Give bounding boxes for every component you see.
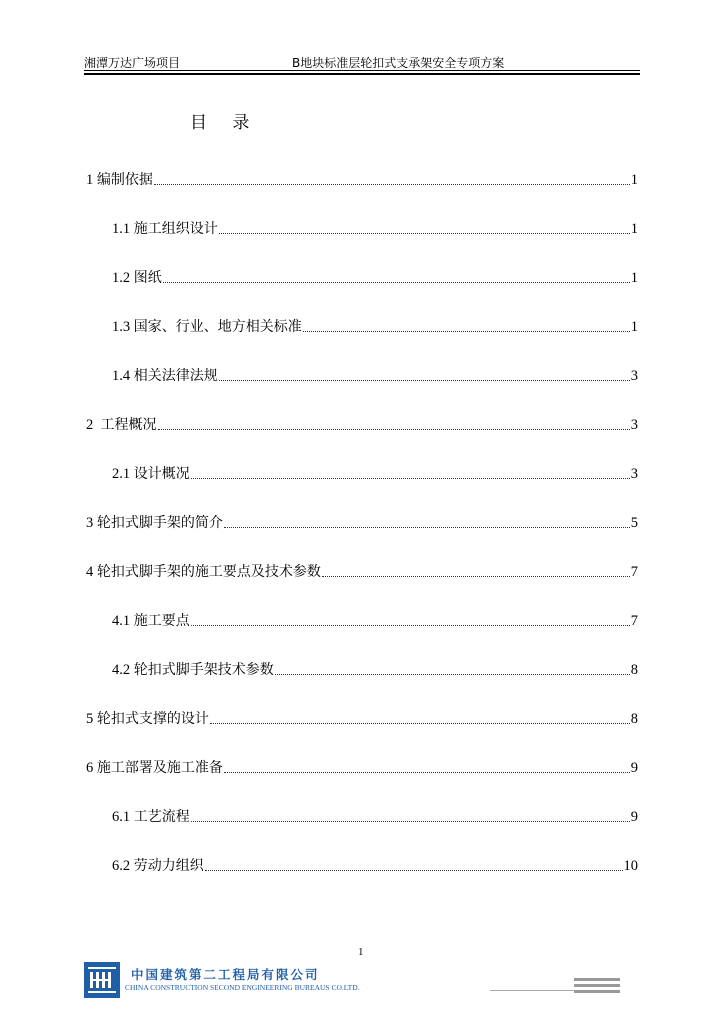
toc-leader-dots [163,281,630,283]
stripe-mark-graphic [574,976,622,996]
header-document-title: B地块标准层轮扣式支承架安全专项方案 [292,56,505,70]
toc-entry-5[interactable] [86,709,638,729]
toc-leader-dots [191,624,630,626]
toc-entry-text: 相关法律法规 [133,368,218,384]
toc-entry-1-1[interactable] [112,219,638,239]
toc-leader-dots [205,869,623,871]
toc-entry-1-2[interactable] [112,268,638,288]
toc-entry-page: 1 [630,172,638,188]
toc-leader-dots [275,673,630,675]
toc-entry-page: 7 [630,564,638,580]
toc-entry-number: 4.2 [112,662,134,678]
toc-entry-6-2[interactable] [112,856,638,876]
toc-entry-number: 2.1 [112,466,134,482]
toc-leader-dots [210,722,630,724]
toc-entry-number: 1.3 [112,319,134,335]
toc-leader-dots [303,330,630,332]
page-header [84,54,636,74]
toc-entry-text: 图纸 [133,270,162,286]
cscec-logo-icon [84,962,120,998]
toc-entry-text: 工程概况 [100,417,157,433]
toc-entry-6[interactable] [86,758,638,778]
toc-entry-text: 轮扣式脚手架的施工要点及技术参数 [96,564,321,580]
toc-entry-number: 4.1 [112,613,134,629]
toc-entry-number: 1.2 [112,270,134,286]
toc-entry-page: 9 [630,809,638,825]
toc-entry-text: 工艺流程 [133,809,190,825]
toc-leader-dots [191,820,630,822]
toc-entry-number: 5 [86,711,97,727]
toc-title: 目 录 [190,113,260,133]
toc-entry-text: 国家、行业、地方相关标准 [133,319,302,335]
toc-leader-dots [219,379,630,381]
toc-entry-number: 1.4 [112,368,134,384]
cscec-logo-graphic [84,962,120,998]
toc-entry-text: 施工部署及施工准备 [96,760,223,776]
toc-entry-1[interactable] [86,170,638,190]
toc-leader-dots [224,771,630,773]
toc-leader-dots [219,232,630,234]
toc-entry-6-1[interactable] [112,807,638,827]
header-project-name: 湘潭万达广场项目 [84,56,181,70]
toc-entry-page: 8 [630,711,638,727]
toc-leader-dots [224,526,630,528]
toc-entry-number: 1 [86,172,97,188]
toc-entry-page: 3 [630,417,638,433]
toc-entry-number: 2 [86,417,101,433]
toc-leader-dots [158,428,630,430]
toc-entry-number: 1.1 [112,221,134,237]
footer-stripe-mark-icon [574,976,622,1000]
toc-entry-number: 6 [86,760,97,776]
toc-leader-dots [154,183,630,185]
toc-entry-text: 施工要点 [133,613,190,629]
toc-entry-number: 6.1 [112,809,134,825]
toc-entry-text: 劳动力组织 [133,858,204,874]
toc-entry-page: 5 [630,515,638,531]
toc-entry-number: 3 [86,515,97,531]
toc-entry-text: 施工组织设计 [133,221,218,237]
toc-entry-text: 轮扣式脚手架的简介 [96,515,223,531]
toc-leader-dots [322,575,630,577]
toc-entry-3[interactable] [86,513,638,533]
toc-entry-4-2[interactable] [112,660,638,680]
header-rule-thin [84,70,640,71]
toc-entry-page: 8 [630,662,638,678]
toc-entry-number: 4 [86,564,97,580]
toc-entry-page: 1 [630,319,638,335]
toc-entry-text: 编制依据 [96,172,153,188]
toc-entry-text: 设计概况 [133,466,190,482]
toc-entry-page: 1 [630,270,638,286]
toc-entry-number: 6.2 [112,858,134,874]
footer-company-name-en: CHINA CONSTRUCTION SECOND ENGINEERING BUREAUS CO.LTD. [125,983,360,992]
toc-entry-1-3[interactable] [112,317,638,337]
toc-entry-text: 轮扣式脚手架技术参数 [133,662,274,678]
toc-entry-4-1[interactable] [112,611,638,631]
toc-entry-page: 3 [630,466,638,482]
toc-entry-4[interactable] [86,562,638,582]
toc-entry-page: 1 [630,221,638,237]
toc-entry-1-4[interactable] [112,366,638,386]
header-rule-thick [84,73,640,75]
toc-entry-2-1[interactable] [112,464,638,484]
toc-entry-text: 轮扣式支撑的设计 [96,711,209,727]
toc-entry-page: 3 [630,368,638,384]
page-number: 1 [358,946,364,958]
toc-entry-page: 9 [630,760,638,776]
toc-entry-page: 10 [623,858,638,874]
toc-entry-2[interactable] [86,415,638,435]
footer-company-name-cn: 中国建筑第二工程局有限公司 [131,967,320,982]
toc-entry-page: 7 [630,613,638,629]
toc-leader-dots [191,477,630,479]
